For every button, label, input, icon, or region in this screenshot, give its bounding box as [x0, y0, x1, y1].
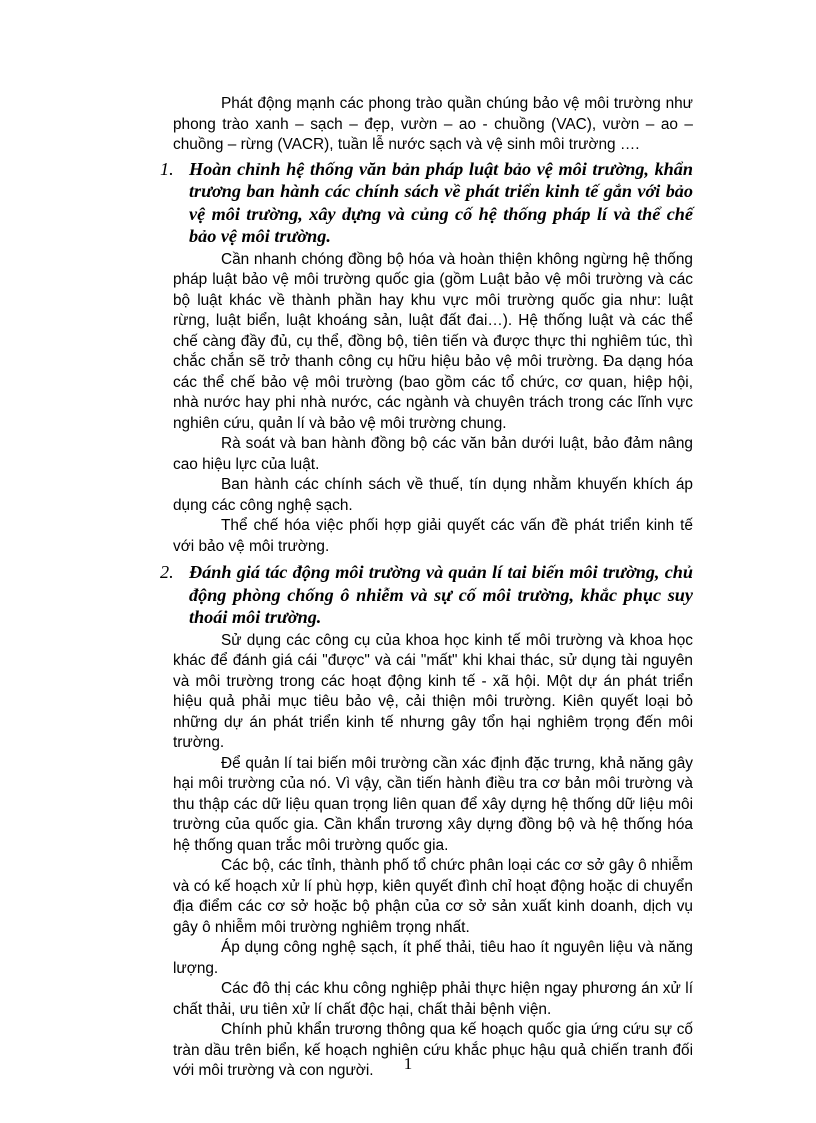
- section-2-paragraph: Để quản lí tai biến môi trường cần xác định đặc trưng, khả năng gây hại môi trường của nó. Vì vậy, cần tiến hành điều tra cơ bản môi trường và thu thập các dữ liệu quan trọng liên quan để xây dựng hệ thống dữ liệu môi trường của quốc gia. Cần khẩn trương xây dựng đồng bộ và hệ thống hóa hệ thống quan trắc môi trường quốc gia.: [173, 754, 693, 854]
- section-2-paragraph: Các bộ, các tỉnh, thành phố tổ chức phân loại các cơ sở gây ô nhiễm và có kế hoạch xử lí phù hợp, kiên quyết đình chỉ hoạt động hoặc di chuyển địa điểm các cơ sở hoặc bộ phận của cơ sở sản xuất kinh doanh, dịch vụ gây ô nhiễm môi trường nghiêm trọng nhất.: [173, 857, 693, 936]
- section-1-paragraph: Cần nhanh chóng đồng bộ hóa và hoàn thiện không ngừng hệ thống pháp luật bảo vệ môi trường quốc gia (gồm Luật bảo vệ môi trường và các bộ luật khác về thành phần hay khu vực môi trường quốc gia như: luật rừng, luật biển, luật khoáng sản, luật đất đai…). Hệ thống luật và các thể chế càng đầy đủ, cụ thể, đồng bộ, tiên tiến và được thực thi nghiêm túc, thì chắc chắn sẽ trở thanh công cụ hữu hiệu bảo vệ môi trường. Đa dạng hóa các thể chế bảo vệ môi trường (bao gồm các tổ chức, cơ quan, hiệp hội, nhà nước hay phi nhà nước, các ngành và chuyên trách trong các lĩnh vực nghiên cứu, quản lí và bảo vệ môi trường chung.: [173, 250, 693, 432]
- section-1-number: 1.: [160, 158, 174, 179]
- section-2-title: Đánh giá tác động môi trường và quản lí tai biến môi trường, chủ động phòng chống ô nhiễm và sự cố môi trường, khắc phục suy thoái môi trường.: [189, 562, 693, 627]
- section-2-heading: [160, 561, 693, 629]
- section-1-title: Hoàn chỉnh hệ thống văn bản pháp luật bảo vệ môi trường, khẩn trương ban hành các chính sách về phát triển kinh tế gắn với bảo vệ môi trường, xây dựng và củng cố hệ thống pháp lí và thể chế bảo vệ môi trường.: [189, 158, 693, 246]
- section-1-paragraph: Rà soát và ban hành đồng bộ các văn bản dưới luật, bảo đảm nâng cao hiệu lực của luật.: [173, 435, 693, 473]
- section-2-paragraph: Áp dụng công nghệ sạch, ít phế thải, tiêu hao ít nguyên liệu và năng lượng.: [173, 939, 693, 977]
- section-1-heading: [160, 158, 693, 248]
- section-2-paragraph: Chính phủ khẩn trương thông qua kế hoạch quốc gia ứng cứu sự cố tràn dầu trên biển, kế hoạch nghiên cứu khắc phục hậu quả chiến tranh đối với môi trường và con người.: [173, 1021, 693, 1079]
- intro-paragraph: Phát động mạnh các phong trào quần chúng bảo vệ môi trường như phong trào xanh – sạch – đẹp, vườn – ao - chuồng (VAC), vườn – ao – chuồng – rừng (VACR), tuần lễ nước sạch và vệ sinh môi trường ….: [173, 95, 693, 153]
- section-1-paragraph: Thể chế hóa việc phối hợp giải quyết các vấn đề phát triển kinh tế với bảo vệ môi trường.: [173, 517, 693, 555]
- section-1-paragraph: Ban hành các chính sách về thuế, tín dụng nhằm khuyến khích áp dụng các công nghệ sạch.: [173, 476, 693, 514]
- section-2-paragraph: Các đô thị các khu công nghiệp phải thực hiện ngay phương án xử lí chất thải, ưu tiên xử lí chất độc hại, chất thải bệnh viện.: [173, 980, 693, 1018]
- section-2-number: 2.: [160, 562, 174, 582]
- page-number: 1: [403, 1054, 413, 1073]
- section-2-paragraph: Sử dụng các công cụ của khoa học kinh tế môi trường và khoa học khác để đánh giá cái "được" và cái "mất" khi khai thác, sử dụng tài nguyên và môi trường trong các hoạt động kinh tế - xã hội. Một dự án phát triển hiệu quả phải mục tiêu bảo vệ, cải thiện môi trường. Kiên quyết loại bỏ những dự án phát triển kinh tế nhưng gây tổn hại nghiêm trọng đến môi trường.: [173, 631, 693, 751]
- page-content: [160, 94, 693, 1082]
